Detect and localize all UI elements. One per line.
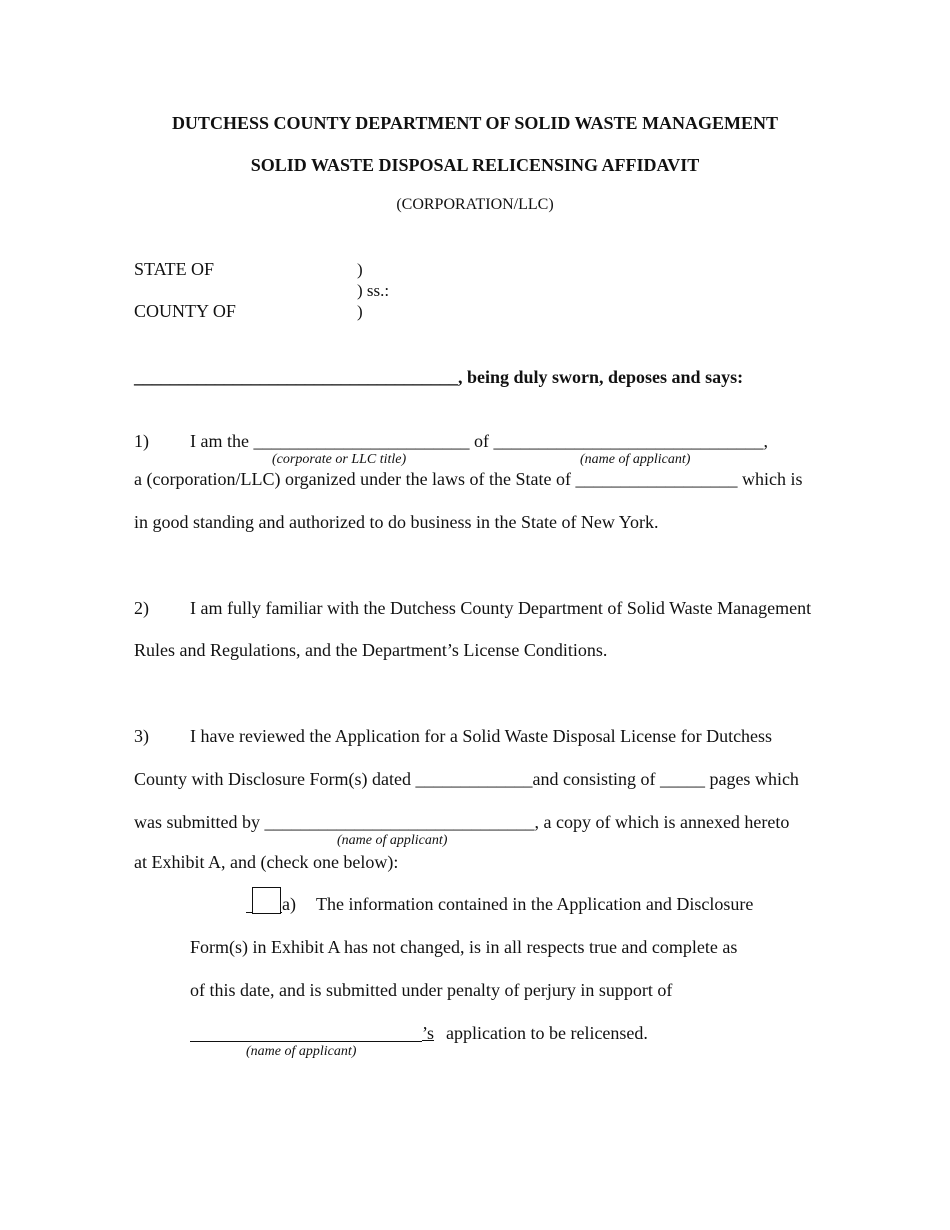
paragraph-2-number: 2) xyxy=(134,598,149,618)
paragraph-3-line-1: I have reviewed the Application for a Solid Waste Disposal License for Dutchess xyxy=(190,726,773,746)
paragraph-3-line-2: County with Disclosure Form(s) dated _____________and consisting of _____ pages which xyxy=(134,769,799,789)
paragraph-1-number: 1) xyxy=(134,431,149,451)
paragraph-1-line-2: a (corporation/LLC) organized under the laws of the State of __________________ which is xyxy=(134,469,803,489)
applicant-name-blank xyxy=(190,1041,422,1042)
affidavit-title: SOLID WASTE DISPOSAL RELICENSING AFFIDAVIT xyxy=(250,155,700,175)
entity-type-subtitle: (CORPORATION/LLC) xyxy=(396,196,554,213)
option-a-letter: a) xyxy=(282,894,296,914)
county-of-label: COUNTY OF xyxy=(134,301,236,321)
possessive-apostrophe: ’s xyxy=(422,1023,435,1043)
paragraph-1-line-3: in good standing and authorized to do business in the State of New York. xyxy=(134,512,659,532)
caption-applicant-name: (name of applicant) xyxy=(580,452,691,467)
department-title: DUTCHESS COUNTY DEPARTMENT OF SOLID WASTE MANAGEMENT xyxy=(171,113,779,133)
caption-applicant-name-p3: (name of applicant) xyxy=(337,833,448,848)
paragraph-1-line-1: I am the ________________________ of ______________________________, xyxy=(190,431,768,451)
venue-paren-2: ) xyxy=(357,302,363,321)
paragraph-2-line-2: Rules and Regulations, and the Department’s License Conditions. xyxy=(134,640,608,660)
paragraph-2-line-1: I am fully familiar with the Dutchess County Department of Solid Waste Management xyxy=(190,598,812,618)
caption-corporate-title: (corporate or LLC title) xyxy=(272,452,407,467)
paragraph-3-line-4: at Exhibit A, and (check one below): xyxy=(134,852,399,872)
state-of-label: STATE OF xyxy=(134,259,215,279)
venue-ss: ) ss.: xyxy=(357,281,390,300)
option-a-line-3: of this date, and is submitted under penalty of perjury in support of xyxy=(190,980,673,1000)
paragraph-3-line-3: was submitted by ______________________________, a copy of which is annexed hereto xyxy=(134,812,790,832)
option-a-line-1: The information contained in the Application and Disclosure xyxy=(316,894,754,914)
option-a-checkbox[interactable] xyxy=(252,887,281,914)
sworn-statement-line: ____________________________________, being duly sworn, deposes and says: xyxy=(134,367,744,387)
option-a-line-2: Form(s) in Exhibit A has not changed, is in all respects true and complete as xyxy=(190,937,738,957)
paragraph-3-number: 3) xyxy=(134,726,149,746)
option-a-tail: application to be relicensed. xyxy=(446,1023,648,1043)
venue-paren-1: ) xyxy=(357,260,363,279)
caption-applicant-name-opt-a: (name of applicant) xyxy=(246,1044,357,1059)
